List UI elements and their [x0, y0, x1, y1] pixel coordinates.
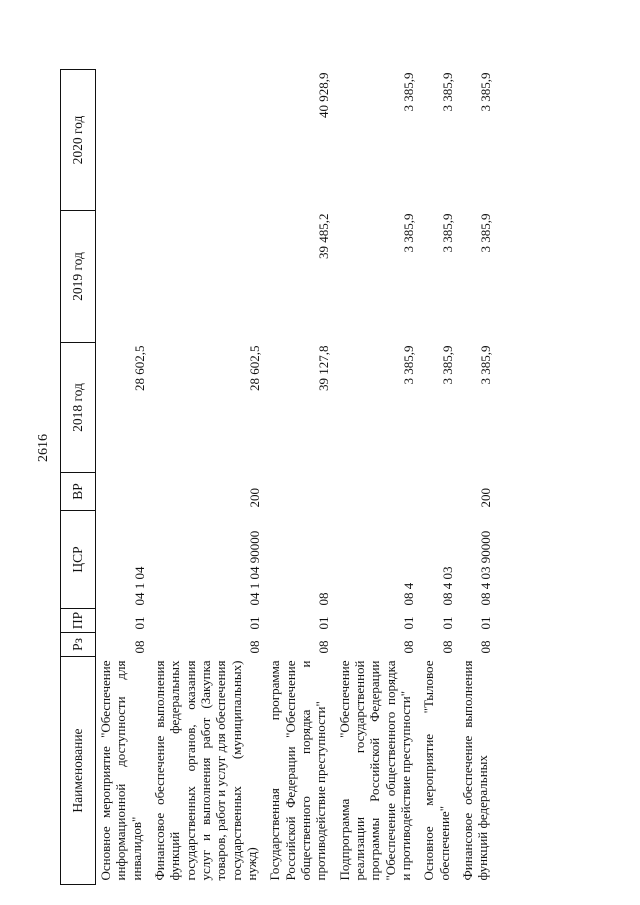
table-row	[335, 70, 420, 885]
row-2019: 3 385,9	[478, 213, 494, 253]
row-pr: 01	[246, 616, 262, 630]
table-row	[419, 70, 458, 885]
row-2020: 3 385,9	[400, 72, 416, 112]
row-name: Основное мероприятие "Тыловое обеспечение"	[421, 660, 452, 881]
row-vr	[335, 473, 420, 511]
header-csr: ЦСР	[61, 511, 96, 609]
row-pr: 01	[478, 616, 494, 630]
row-2019: 3 385,9	[400, 213, 416, 253]
row-2020: 40 928,9	[316, 72, 332, 118]
row-2020	[96, 70, 150, 211]
row-2020: 3 385,9	[439, 72, 455, 112]
table-row	[96, 70, 150, 885]
row-pr: 01	[439, 616, 455, 630]
row-2018: 3 385,9	[439, 345, 455, 385]
row-vr	[265, 473, 334, 511]
row-vr	[96, 473, 150, 511]
row-rz: 08	[246, 640, 262, 654]
row-csr: 08 4	[400, 582, 416, 606]
row-2020: 3 385,9	[478, 72, 494, 112]
table-row	[150, 70, 265, 885]
row-2018: 28 602,5	[246, 345, 262, 391]
row-2018: 3 385,9	[400, 345, 416, 385]
row-2018: 3 385,9	[478, 345, 494, 385]
row-csr: 08 4 03 90000	[478, 530, 494, 606]
header-vr: ВР	[61, 473, 96, 511]
header-rz: Рз	[61, 633, 96, 657]
row-csr: 08	[316, 592, 332, 606]
row-name: Основное мероприятие "Обеспечение информационной доступности для инвалидов"	[98, 660, 144, 881]
header-pr: ПР	[61, 609, 96, 633]
row-pr: 01	[400, 616, 416, 630]
row-vr	[419, 473, 458, 511]
row-rz: 08	[478, 640, 494, 654]
row-pr: 01	[316, 616, 332, 630]
header-2020: 2020 год	[61, 70, 96, 211]
page-number: 2616	[36, 434, 51, 462]
row-name: Государственная программа Российской Федерации "Обеспечение общественного порядка и противодействие преступности"	[267, 660, 329, 881]
row-2019: 3 385,9	[439, 213, 455, 253]
row-csr: 04 1 04 90000	[246, 530, 262, 606]
header-name: Наименование	[61, 657, 96, 885]
row-csr: 08 4 03	[439, 566, 455, 606]
row-rz: 08	[316, 640, 332, 654]
row-rz: 08	[439, 640, 455, 654]
row-pr: 01	[131, 616, 147, 630]
row-2020	[150, 70, 265, 211]
table-row	[458, 70, 497, 885]
row-name: Финансовое обеспечение выполнения функций федеральных	[459, 660, 491, 881]
row-csr: 04 1 04	[131, 566, 147, 606]
budget-table	[60, 69, 497, 885]
row-vr: 200	[246, 488, 262, 508]
header-2019: 2019 год	[61, 211, 96, 343]
row-name: Финансовое обеспечение выполнения функций федеральных государственных органов, оказания услуг и выполнения работ (Закупка товаров, работ и услуг для обеспечения государственных (муниципальных) нужд)	[151, 660, 259, 881]
row-2019	[96, 211, 150, 343]
table-row	[265, 70, 334, 885]
row-2018: 39 127,8	[316, 345, 332, 391]
row-rz: 08	[400, 640, 416, 654]
row-name: Подпрограмма "Обеспечение реализации государственной программы Российской Федерации "Обеспечение общественного порядка и противодействие преступности"	[336, 660, 413, 881]
row-2019	[150, 211, 265, 343]
table-header-row	[61, 70, 96, 885]
row-2018: 28 602,5	[131, 345, 147, 391]
budget-table-container	[60, 70, 604, 885]
header-2018: 2018 год	[61, 343, 96, 473]
row-vr: 200	[478, 488, 494, 508]
row-rz: 08	[131, 640, 147, 654]
row-2019: 39 485,2	[316, 213, 332, 259]
